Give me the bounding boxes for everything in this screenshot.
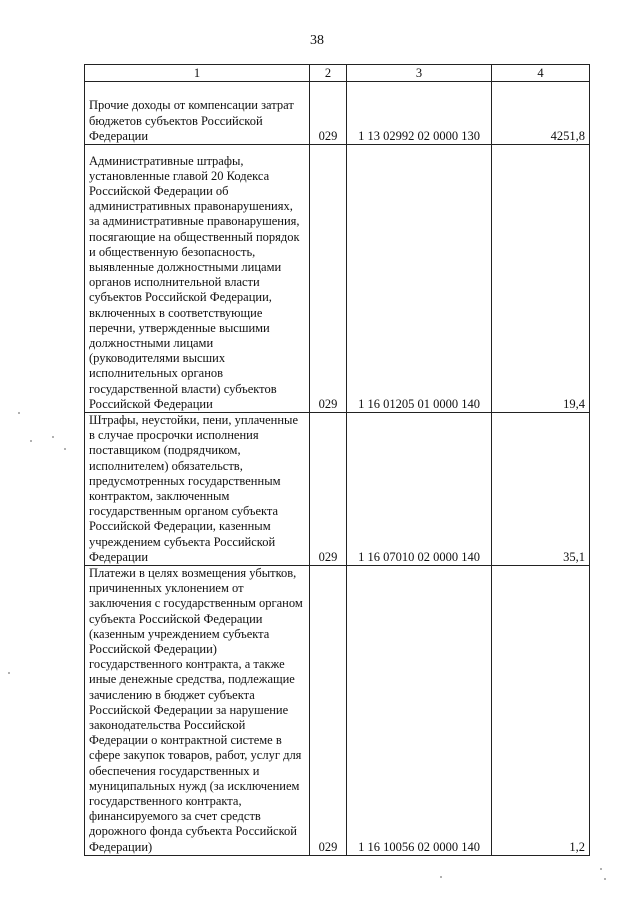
scan-speck <box>604 878 606 880</box>
revenue-table <box>84 64 590 856</box>
budget-classification-code: 1 16 10056 02 0000 140 <box>347 566 492 856</box>
column-header-code: 3 <box>347 65 492 82</box>
column-header-name: 1 <box>85 65 310 82</box>
amount-value: 1,2 <box>492 566 590 856</box>
budget-classification-code: 1 16 01205 01 0000 140 <box>347 145 492 413</box>
table-row <box>85 566 590 856</box>
budget-classification-code: 1 13 02992 02 0000 130 <box>347 82 492 145</box>
column-header-ministry: 2 <box>310 65 347 82</box>
ministry-code: 029 <box>310 82 347 145</box>
scan-speck <box>600 868 602 870</box>
table-row <box>85 145 590 413</box>
revenue-name: Прочие доходы от компенсации затрат бюджетов субъектов Российской Федерации <box>85 82 310 145</box>
amount-value: 4251,8 <box>492 82 590 145</box>
ministry-code: 029 <box>310 413 347 566</box>
scan-speck <box>8 672 10 674</box>
scan-speck <box>64 448 66 450</box>
revenue-name: Платежи в целях возмещения убытков, причиненных уклонением от заключения с государственным органом субъекта Российской Федерации (казенным учреждением субъекта Российской Федерации) государственного контракта, а также иные денежные средства, подлежащие зачислению в бюджет субъекта Российской Федерации за нарушение законодательства Российской Федерации о контрактной системе в сфере закупок товаров, работ, услуг для обеспечения государственных и муниципальных нужд (за исключением государственного контракта, финансируемого за счет средств дорожного фонда субъекта Российской Федерации) <box>85 566 310 856</box>
table-row <box>85 82 590 145</box>
scan-speck <box>30 440 32 442</box>
revenue-name: Штрафы, неустойки, пени, уплаченные в случае просрочки исполнения поставщиком (подрядчиком, исполнителем) обязательств, предусмотренных государственным контрактом, заключенным государственным органом субъекта Российской Федерации, казенным учреждением субъекта Российской Федерации <box>85 413 310 566</box>
table-row <box>85 413 590 566</box>
ministry-code: 029 <box>310 566 347 856</box>
table-header-row <box>85 65 590 82</box>
amount-value: 35,1 <box>492 413 590 566</box>
page-number: 38 <box>310 33 324 48</box>
column-header-amount: 4 <box>492 65 590 82</box>
revenue-name: Административные штрафы, установленные главой 20 Кодекса Российской Федерации об административных правонарушениях, за административные правонарушения, посягающие на общественный порядок и общественную безопасность, выявленные должностными лицами органов исполнительной власти субъектов Российской Федерации, включенных в соответствующие перечни, утвержденные высшими должностными лицами (руководителями высших исполнительных органов государственной власти) субъектов Российской Федерации <box>85 145 310 413</box>
scan-speck <box>440 876 442 878</box>
budget-classification-code: 1 16 07010 02 0000 140 <box>347 413 492 566</box>
ministry-code: 029 <box>310 145 347 413</box>
scan-speck <box>18 412 20 414</box>
amount-value: 19,4 <box>492 145 590 413</box>
scan-speck <box>52 436 54 438</box>
